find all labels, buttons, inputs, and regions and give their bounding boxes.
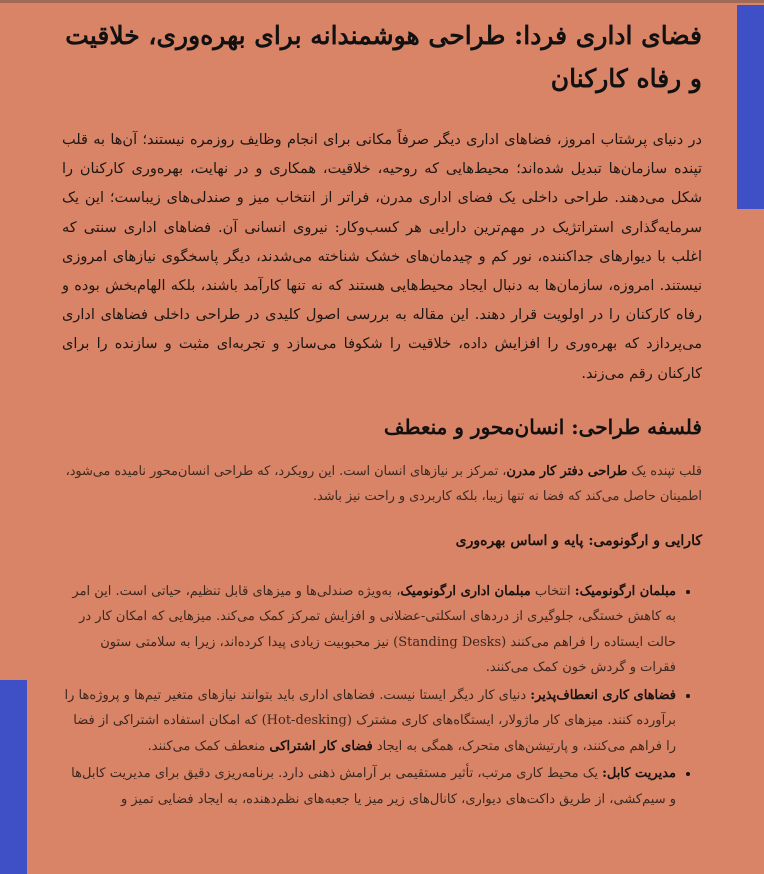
section-paragraph-text: قلب تپنده یک bbox=[627, 463, 702, 479]
accent-bar-right bbox=[737, 5, 764, 209]
list-item-strong: مبلمان اداری ارگونومیک bbox=[400, 583, 531, 599]
list-item-text: منعطف کمک می‌کنند. bbox=[147, 738, 270, 754]
list-item-text: انتخاب bbox=[530, 583, 575, 599]
list-item-text: یک محیط کاری مرتب، تأثیر مستقیمی بر آرامش ذهنی دارد. برنامه‌ریزی دقیق برای مدیریت کابل‌ها و سیم‌کشی، از طریق داکت‌های دیواری، کانال‌های زیر میز یا جعبه‌های نظم‌دهنده، به ایجاد فضایی تمیز و bbox=[71, 766, 676, 807]
list-item-text: دنیای کار دیگر ایستا نیست. فضاهای اداری باید بتوانند نیازهای متغیر تیم‌ها و پروژه‌ها را برآورده کنند. میزهای کار ماژولار، ایستگاه‌های کاری مشترک (Hot-desking) که امکان استفاده اشتراکی از فضا را فراهم می‌کنند، و پارتیشن‌های متحرک، همگی به ایجاد bbox=[64, 687, 676, 754]
section-paragraph-bold: طراحی دفتر کار مدرن bbox=[506, 463, 628, 479]
subsection-heading: کارایی و ارگونومی: پایه و اساس بهره‌وری bbox=[455, 532, 702, 549]
list-item-text: ، به‌ویژه صندلی‌ها و میزهای قابل تنظیم، حیاتی است. این امر به کاهش خستگی، جلوگیری از دردهای اسکلتی-عضلانی و افزایش تمرکز کمک می‌کند. میزهایی که امکان کار در حالت ایستاده را فراهم می‌کنند (Standing Desks) نیز محبوبیت زیادی پیدا کرده‌اند، زیرا به سلامتی ستون فقرات و گردش خون کمک می‌کنند. bbox=[72, 583, 676, 676]
list-item-strong: فضای کار اشتراکی bbox=[269, 738, 373, 754]
section-paragraph-text: ، تمرکز بر نیازهای انسان است. این رویکرد، که طراحی انسان‌محور نامیده می‌شود، اطمینان حاصل می‌کند که فضا نه تنها زیبا، بلکه کاربردی و راحت نیز باشد. bbox=[65, 463, 702, 504]
list-item-lead: مبلمان ارگونومیک: bbox=[574, 583, 676, 599]
top-border bbox=[0, 0, 764, 3]
list-item bbox=[62, 683, 676, 760]
bullet-list bbox=[62, 579, 702, 813]
intro-paragraph: در دنیای پرشتاب امروز، فضاهای اداری دیگر صرفاً مکانی برای انجام وظایف روزمره نیستند؛ آن‌ها به قلب تپنده سازمان‌ها تبدیل شده‌اند؛ محیط‌هایی که روحیه، خلاقیت، همکاری و در نهایت، بهره‌وری کارکنان را شکل می‌دهند. طراحی داخلی یک فضای اداری مدرن، فراتر از انتخاب میز و صندلی‌های زیباست؛ این یک سرمایه‌گذاری استراتژیک در مهم‌ترین دارایی هر کسب‌وکار: نیروی انسانی آن. فضاهای اداری سنتی که اغلب با دیوارهای جداکننده، نور کم و چیدمان‌های خشک شناخته می‌شدند، دیگر پاسخگوی نیازهای امروزی نیستند. امروزه، سازمان‌ها به دنبال ایجاد محیط‌هایی هستند که نه تنها کارآمد باشند، بلکه الهام‌بخش بوده و رفاه کارکنان را در اولویت قرار دهند. این مقاله به بررسی اصول کلیدی در طراحی داخلی فضاهای اداری می‌پردازد که بهره‌وری را افزایش داده، خلاقیت را شکوفا می‌سازد و تجربه‌ای مثبت و سازنده را برای کارکنان رقم می‌زند. bbox=[62, 132, 702, 382]
article bbox=[62, 14, 702, 814]
section-heading: فلسفه طراحی: انسان‌محور و منعطف bbox=[383, 414, 702, 439]
section-paragraph bbox=[62, 459, 702, 509]
article-title: فضای اداری فردا: طراحی هوشمندانه برای بهره‌وری، خلاقیت و رفاه کارکنان bbox=[65, 21, 702, 93]
accent-bar-left bbox=[0, 680, 27, 874]
list-item bbox=[62, 761, 676, 812]
list-item-lead: مدیریت کابل: bbox=[602, 766, 676, 782]
list-item bbox=[62, 579, 676, 681]
list-item-lead: فضاهای کاری انعطاف‌پذیر: bbox=[530, 687, 676, 703]
